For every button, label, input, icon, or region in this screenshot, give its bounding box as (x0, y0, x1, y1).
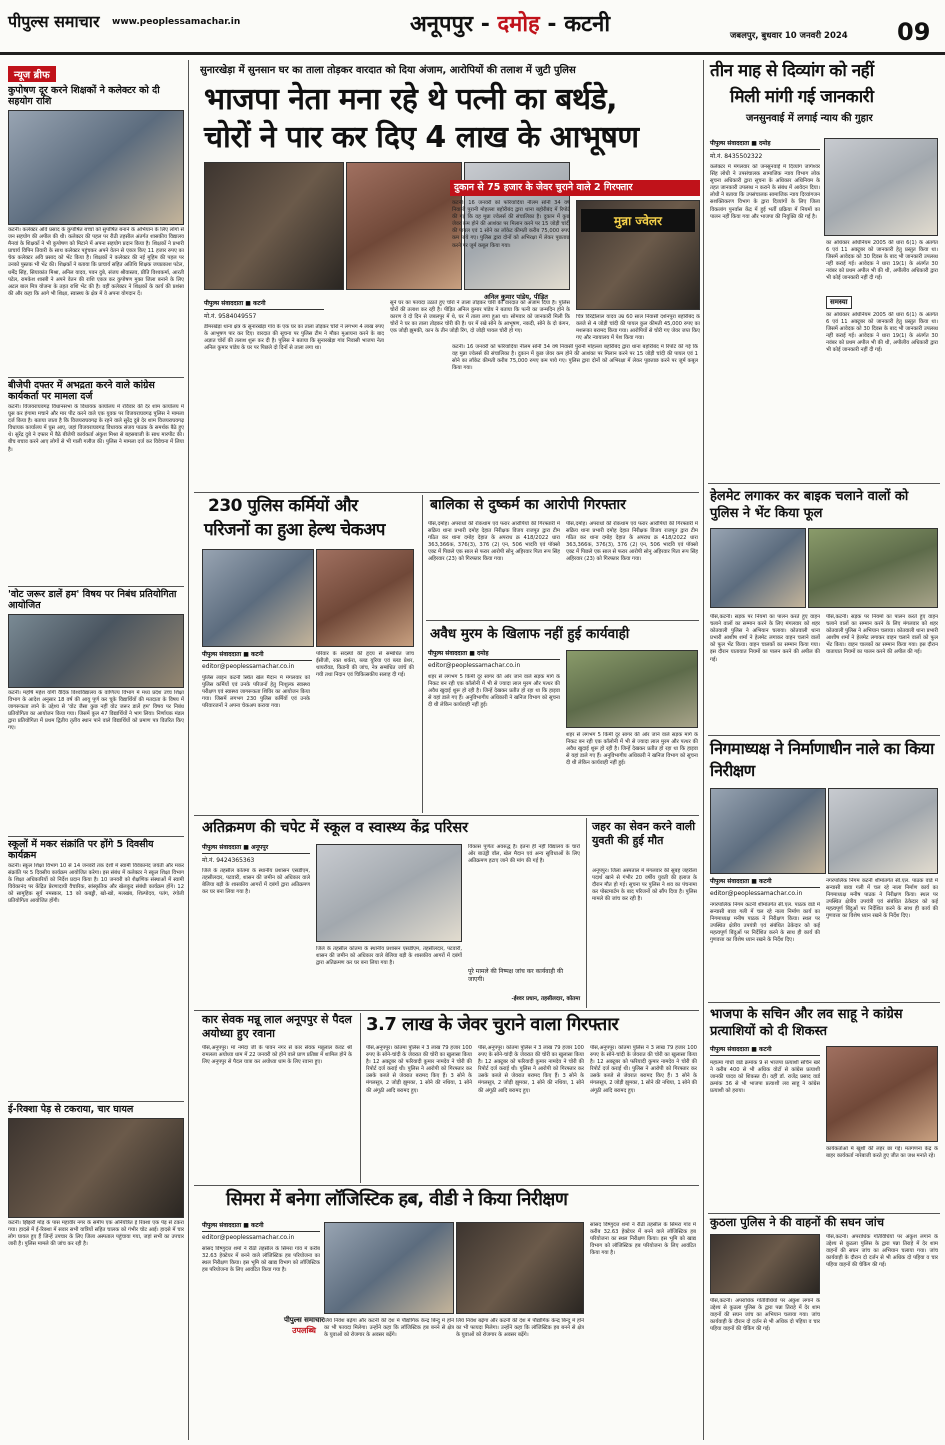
murum-headline: अवैध मुरम के खिलाफ नहीं हुई कार्यवाही (430, 626, 630, 642)
jewel-story-box (450, 180, 700, 495)
atikraman-body-2: जिले के तहसील कोतमा के स्थानीय प्रशासन एसडीएम, तहसीलदार, पटवारी, शासन की जमीन को अधिकार वाले बेलिया बड़ी के शासकीय आगरों में दबंगों द्वारा अतिक्रमण कर घर बना लिया गया है। (316, 946, 462, 967)
nigam-byline: पीपुल्स संवाददाता ■ कटनी (710, 878, 820, 888)
brief-photo-3 (8, 614, 184, 688)
divyang-body-3: का अधिकार अधिनियम 2005 की धारा 6(1) के अंतर्गत 6 एवं 11 अक्टूबर को जानकारी हेतु प्रस्तुत किया था। जिसमें आवेदक को 30 दिवस के बाद भी जानकारी उपलब्ध नहीं कराई गई। आवेदक ने धारा 19(1) के अंतर्गत 30 नवंबर को प्रथम अपील भी की थी, अपीलीय अधिकारी द्वारा भी कोई जानकारी नहीं दी गई। (826, 312, 938, 354)
page-number: 09 (897, 18, 931, 46)
nigam-body-2: नगरपालिक निगम कटनी शीमांतर्गत सी.एल. पाठक वार्ड में सन्यासी बावा गली में चल रहे नाला निर्माण कार्य का निगमाध्यक्ष मनीष पाठक ने निरीक्षण किया। स्थल पर उपस्थित क्षेत्रीय उपयंत्री एवं संबंधित ठेकेदार को कई महत्वपूर्ण बिंदुओं पर निर्देशित करने के साथ ही कार्य की गुणवत्ता का विशेष ध्यान रखने के निर्देश दिए। (826, 878, 938, 920)
atikraman-body-3: विकास पूर्णतः अवरुद्ध है। इतना ही नहीं विद्यालय के चारों ओर बाउंड्री वॉल, खेल मैदान एवं अन्य सुविधाओं के लिए अतिक्रमण हटाए जाने की मांग की गई है। (468, 844, 580, 865)
divider (426, 620, 699, 621)
kuthla-headline: कुठला पुलिस ने की वाहनों की सघन जांच (710, 1215, 885, 1229)
helmet-photo-1 (710, 528, 806, 608)
jewel-headline: दुकान से 75 हजार के जेवर चुराने वाले 2 गिरफ्तार (450, 180, 700, 196)
divyang-photo (824, 138, 938, 236)
helmet-photo-2 (808, 528, 938, 608)
balika-body-2: पीसं,दमोह। अपराधों की रोकथाम एवं फरार आरोपियों की गिरफ्तारी में सक्रिय थाना प्रभारी दमोह देहात निरीक्षक विजय राजपूत द्वारा टीम गठित कर थाना दमोह देहात के अपराध क्र 418/2022 धारा 363,366क, 376(3), 376 (2) एन, 506 भादवि एवं पॉक्सो एक्ट में पिछले एक साल से फरार आरोपी सोनू अहिरवार पिता रूप सिंह अहिरवार (23) को गिरफ्तार किया गया। (566, 521, 698, 563)
divyang-byline: पीपुल्स संवाददाता ■ दमोह (710, 140, 820, 150)
divider (708, 1002, 940, 1003)
divider (708, 735, 940, 736)
simra-body-3: लिये निवेश बढ़ेगा और कटनी की देश में पौद्योगिक केन्द्र बिन्दु में होने का भी फायदा मिलेगा। उन्होंने कहा कि लॉजिस्टिक हब बनने से क्षेत्र के युवाओं को रोजगार के अवसर बढ़ेंगे। (456, 1318, 584, 1339)
city-sep-2: - (547, 12, 557, 37)
nigam-email[interactable]: editor@peoplessamachar.co.in (710, 890, 803, 897)
main-headline-2: चोरों ने पार कर दिए 4 लाख के आभूषण (204, 120, 639, 155)
helmet-body-1: पीसं,कटनी। सड़क पर नियमों का पालन करते हुए वाहन चलाने वालों का सम्मान करने के लिए मंगलवार को शहर कोतवाली पुलिस ने अभियान चलाया। कोतवाली थाना प्रभारी आशीष शर्मा ने हेलमेट लगाकर वाहन चलाने वालों को फूल भेंट किया। वाहन चालकों का सम्मान किया गया। इस दौरान यातायात नियमों का पालन करने की अपील की गई। (710, 614, 820, 663)
divider (194, 1185, 699, 1186)
atikraman-quote: पूरे मामले की निष्पक्ष जांच कर कार्यवाही की जाएगी। (468, 968, 564, 983)
divider (708, 483, 940, 484)
atikraman-mobile: मो.नं. 9424365363 (202, 857, 255, 864)
jewel-body-2: चित्र विरेंद्रीलाल यादव उम्र 60 साल निवासी दर्शनपुरा बहोरीबंद के कब्जे से 4 जोड़ी चांदी की पायल कुल कीमती 45,000 रुपए का मशरूका बरामद किया गया। आरोपियों से चोरी गए जेवर जप्त किए गए और न्यायालय में पेश किया गया। (576, 314, 700, 342)
murum-byline: पीपुल्स संवाददाता ■ दमोह (428, 650, 560, 660)
bhajpa-byline: पीपुल्स संवाददाता ■ कटनी (710, 1046, 820, 1056)
masthead (0, 0, 945, 55)
badge-label: उपलब्धि (292, 1326, 316, 1335)
divider (194, 1010, 699, 1011)
column-rule (422, 495, 423, 813)
helmet-story (708, 488, 940, 733)
main-headline-1: भाजपा नेता मना रहे थे पत्नी का बर्थडे, (204, 82, 618, 117)
column-rule (703, 60, 704, 1440)
news-brief-column (8, 63, 184, 1438)
karsevak-body: पीसं,अनूपपुर। मां नर्मदा जी के पावन नगर से कार सेवक मन्नूलाल केवट श्री रामलला अयोध्या धाम में 22 जनवरी को होने वाले प्राण प्रतिष्ठा में शामिल होने के लिए अनूपपुर से पैदल यात्रा कर अयोध्या धाम के लिए रवाना हुए। (202, 1045, 352, 1066)
balika-story (426, 495, 699, 619)
divider (8, 586, 184, 587)
murum-story (426, 624, 699, 812)
photo-caption: अनिल कुमार पांडेय, पीड़ित (484, 293, 549, 301)
zahar-headline: जहर का सेवन करने वाली युवती की हुई मौत (592, 820, 696, 847)
city-katni: कटनी (564, 12, 611, 37)
brief-body-5: कटनी। झिंझरी मोड़ के पास महावीर नगर के समीप एक अनियंत्रित ई रिक्शा एक पेड़ से टकरा गया। हादसे में ई-रिक्शा में सवार सभी यात्रियों सहित चालक को गंभीर चोट आई। हादसे में चार लोग घायल हुए हैं जिन्हें उपचार के लिए जिला अस्पताल पहुंचाया गया, जहां सभी का उपचार जारी है। पुलिस मामले की जांच कर रही है। (8, 1220, 184, 1248)
main-photo-1 (204, 162, 344, 290)
divyang-subhead: जनसुनवाई में लगाई न्याय की गुहार (746, 113, 873, 124)
atikraman-headline: अतिक्रमण की चपेट में स्कूल व स्वास्थ्य केंद्र परिसर (202, 820, 469, 836)
simra-body-1: सांसद विष्णुदत्त शर्मा ने रीठी तहसील के सिमरा गांव में करीब 32.63 हेक्टेयर में बनने वाले लॉजिस्टिक हब परियोजना का स्थल निरीक्षण किया। इस भूमि को खाद्य विभाग को लॉजिस्टिक हब परियोजना के लिए आवंटित किया गया है। (202, 1246, 320, 1274)
brief-headline-5: ई-रिक्शा पेड़ से टकराया, चार घायल (8, 1104, 134, 1115)
bhajpa-photo (826, 1046, 938, 1142)
karsevak-story (194, 1013, 356, 1183)
divyang-headline-2: मिली मांगी गई जानकारी (730, 87, 874, 107)
shop-sign: मुन्ना ज्वेलर (581, 209, 695, 232)
jewel-body-1: कटनी। 16 जनवरी को फरियादिया नीलम सोनी 34 वर्ष निवासी पुरानी मोहल्ला बहोरीबंद द्वारा थाना बहोरीबंद में रिपोर्ट की गई कि वह मुन्ना ज्वेलर्स की संचालिका है। दुकान में कुछ जेवर कम होने की आशंका पर मिलान करने पर 15 जोड़ी चांदी की पायल एवं 1 सोने का लॉकेट कीमती करीब 75,000 रुपए कम पाये गए। पुलिस द्वारा दोनों को अभिरक्षा में लेकर पूछताछ करने पर जुर्म कबूल किया गया। (452, 200, 570, 249)
gold-body-2: पीसं,अनूपपुर। कोतमा पुलिस ने 3 लाख 79 हजार 100 रुपए के सोने-चांदी के जेवरात की चोरी का खुलासा किया है। 12 अक्टूबर को फरियादी कुमार नामदेव ने चोरी की रिपोर्ट दर्ज कराई थी। पुलिस ने आरोपी को गिरफ्तार कर उसके कब्जे से जेवरात बरामद किए हैं। 3 सोने के मंगलसूत्र, 2 जोड़ी झुमका, 1 सोने की नथिया, 1 सोने की अंगूठी आदि बरामद हुए। (478, 1045, 584, 1094)
city-sep: - (480, 12, 490, 37)
atikraman-quote-by: -ईश्वर प्रधान, तहसीलदार, कोतमा (511, 996, 580, 1002)
simra-body-4: सांसद विष्णुदत्त शर्मा ने रीठी तहसील के सिमरा गांव में करीब 32.63 हेक्टेयर में बनने वाले लॉजिस्टिक हब परियोजना का स्थल निरीक्षण किया। इस भूमि को खाद्य विभाग को लॉजिस्टिक हब परियोजना के लिए आवंटित किया गया है। (590, 1222, 696, 1257)
brief-body-2: कटनी। विजयराघवगढ़ विधानसभा के विधायक कार्यालय में रविवार की देर शाम कार्यालय में घुस कर हंगामा मचाने और मार पीट करने वाले एक युवक पर विजयराघवगढ़ पुलिस ने मामला दर्ज किया है। बताया जाता है कि विजयराघवगढ़ के रहने वाले सुरेंद्र दुबे देर शाम विजयराघवगढ़ विधायक कार्यालय में घुस आए, जहां विजयराघवगढ़ विधायक संजय पाठक के समर्थक बैठे हुए थे। सुरेंद्र दुबे ने दफ्तर में बैठे बीजेपी कार्यकर्ता अंकुश मिश्रा से बहसबाजी के साथ मारपीट की। बीच बचाव करने आए लोगों से भी गाली गलौज की। पुलिस ने मामला दर्ज कर विवेचना में लिया है। (8, 404, 184, 453)
brief-photo-5 (8, 1118, 184, 1218)
brief-headline-2: बीजेपी दफ्तर में अभद्रता करने वाले कांग्रेस कार्यकर्ता पर मामला दर्ज (8, 380, 155, 402)
column-rule (586, 818, 587, 1008)
simra-photo-2 (456, 1222, 584, 1314)
health-headline-2: परिजनों का हुआ हेल्थ चेकअप (204, 520, 385, 540)
bhajpa-headline: भाजपा के सचिन और लव साहू ने कांग्रेस प्रत्याशियों को दी शिकस्त (710, 1007, 903, 1039)
divider (8, 377, 184, 378)
divyang-headline-1: तीन माह से दिव्यांग को नहीं (710, 61, 874, 81)
nigam-photo-2 (828, 788, 938, 874)
nigam-story (708, 738, 940, 1000)
divider (8, 1101, 184, 1102)
main-mobile: मो.नं. 9584049557 (204, 313, 257, 320)
simra-headline: सिमरा में बनेगा लॉजिस्टिक हब, वीडी ने किया निरीक्षण (226, 1189, 568, 1210)
brief-headline-4: स्कूलों में मकर संक्रांति पर होंगे 5 दिवसीय कार्यक्रम (8, 839, 154, 861)
website-url[interactable]: www.peoplessamachar.in (112, 17, 241, 27)
brief-headline-1: कुपोषण दूर करने शिक्षकों ने कलेक्टर को दी सहयोग राशि (8, 85, 160, 107)
simra-body-2: लिये निवेश बढ़ेगा और कटनी की देश में पौद्योगिक केन्द्र बिन्दु में होने का भी फायदा मिलेगा। उन्होंने कहा कि लॉजिस्टिक हब बनने से क्षेत्र के युवाओं को रोजगार के अवसर बढ़ेंगे। (324, 1318, 454, 1339)
divyang-mobile: मो.नं. 8435502322 (710, 153, 763, 160)
karsevak-headline: कार सेवक मन्नू लाल अनूपपुर से पैदल अयोध्या हुए रवाना (202, 1013, 352, 1040)
main-body-2: सूने घर का फायदा उठाते हुए चोरों ने ताला तोड़कर चोरी की वारदात को अंजाम दिया है। पुलिस चोरों की तलाश कर रही है। पीड़ित अनिल कुमार पांडेय ने बताया कि पत्नी का जन्मदिन होने के कारण वे दो दिन से जबलपुर में थे, घर में ताला लगा हुआ था। सोमवार को जानकारी मिली कि चोरों ने घर का ताला तोड़कर चोरी की है। घर में रखे सोने के आभूषण, नकदी, सोने के दो कंगन, एक जोड़ी झुमकी, कान के तीन जोड़ी रिंग, दो जोड़ी पायल चोरी हो गए। (390, 300, 570, 335)
brief-body-4: कटनी। स्कूल शिक्षा विभाग 10 से 14 जनवरी तक देशी में स्वामी विवेकानंद जयंती और मकर संक्रांति पर 5 दिवसीय कार्यक्रम आयोजित करेगा। इस संबंध में कलेक्टर ने स्कूल शिक्षा विभाग के शिक्षा अधिकारियों को निर्देश प्रदान किया है। 10 जनवरी को शैक्षणिक संस्थाओं में स्वामी विवेकानंद पर केंद्रित प्रेरणादायी वैचारिक, सांस्कृतिक और खेलकूद संबंधी कार्यक्रम होंगे। 12 को सामूहिक सूर्य नमस्कार, 13 को कबड्डी, खो-खो, मलखंब, शिल्पोदय, पतंग, रंगोली प्रतियोगिता आयोजित होंगी। (8, 863, 184, 905)
health-photo-2 (316, 549, 414, 647)
kuthla-body-1: पीसं,कटनी। अपराधिक गतिविधियों पर अंकुश लगाने के उद्देश्य से कुठला पुलिस के द्वारा पन्ना तिराहे में देर शाम वाहनों की सघन जांच का अभियान चलाया गया। जांच कार्यवाही के दौरान दो दर्जन से भी अधिक दो पहिया व चार पहिया वाहनों की चेकिंग की गई। (710, 1298, 820, 1333)
atikraman-photo (316, 844, 462, 942)
brand-logo: पीपुल्स समाचार (8, 12, 100, 31)
divyang-body-2: का अधिकार अधिनियम 2005 की धारा 6(1) के अंतर्गत 6 एवं 11 अक्टूबर को जानकारी हेतु प्रस्तुत किया था। जिसमें आवेदक को 30 दिवस के बाद भी जानकारी उपलब्ध नहीं कराई गई। आवेदक ने धारा 19(1) के अंतर्गत 30 नवंबर को प्रथम अपील भी की थी, अपीलीय अधिकारी द्वारा भी कोई जानकारी नहीं दी गई। (826, 240, 938, 282)
divyang-story (708, 60, 940, 480)
zahar-body: अनूपपुर। जिला अस्पताल में मंगलवार की सुबह जहरीला पदार्थ खाने से गंभीर 20 वर्षीय युवती की इलाज के दौरान मौत हो गई। सूचना पर पुलिस ने शव का पंचनामा कर पोस्टमार्टम के बाद परिजनों को सौंप दिया है। पुलिस मामले की जांच कर रही है। (592, 868, 697, 903)
news-brief-tag: न्यूज ब्रीफ (8, 66, 56, 82)
murum-body-2: शहर से लगभग 5 किमी दूर सागर की ओर जाने वाले सड़क मार्ग के निकट बन रही एक कॉलोनी में भी से ज्यादा लाल मुरम और पत्थर की अवैध खुदाई शुरू हो रही है। जिन्हें देखकर प्रतीत हो रहा था कि हाइवा से यहां डाले गए हैं। अनुविभागीय अधिकारी ने खनिज विभाग को सूचना दी थी लेकिन कार्यवाही नहीं हुई। (566, 732, 698, 767)
atikraman-byline: पीपुल्स संवाददाता ■ अनूपपुर (202, 844, 310, 854)
health-body-2: परिवार के सदस्यों की हृदय से सम्बंधित जांच ईसीजी, रक्त शर्करा, ब्लड युरिया एवं ब्लड प्रेशर, थायरॉयड, किडनी की जांच, नेत्र सम्बंधित जांचें की गयी तथा निदान एवं चिकित्सकीय सलाह दी गई। (316, 651, 414, 679)
kuthla-body-2: पीसं,कटनी। अपराधिक गतिविधियों पर अंकुश लगाने के उद्देश्य से कुठला पुलिस के द्वारा पन्ना तिराहे में देर शाम वाहनों की सघन जांच का अभियान चलाया गया। जांच कार्यवाही के दौरान दो दर्जन से भी अधिक दो पहिया व चार पहिया वाहनों की चेकिंग की गई। (826, 1234, 938, 1269)
bhajpa-story (708, 1006, 940, 1211)
helmet-headline: हेलमेट लगाकर कर बाइक चलाने वालों को पुलिस ने भेंट किया फूल (710, 489, 909, 521)
city-damoh: दमोह (497, 12, 540, 37)
city-anuppur: अनूपपुर (410, 12, 474, 37)
health-photo-1 (202, 549, 314, 647)
brief-body-1: कटनी। कलेक्टर अवि प्रसाद के कुपोषित बच्चों को सुपोषित बनाने के अभियान के लिए लोगों से जन सहयोग की अपील की थी। कलेक्टर की पहल पर रीठी तहसील अंतर्गत शासकीय विद्यालय मैनवां के शिक्षकों ने भी कुपोषण को मिटाने में अपना सहयोग प्रदान किया है। शिक्षकों ने प्रभारी प्राचार्य विपिन तिवारी के साथ कलेक्टर पहुंचकर अपने वेतन से एकत्र किए 11 हजार रुपए का चेक कलेक्टर अवि प्रसाद को भेंट किया है। शिक्षकों ने कलेक्टर की नई मुहिम की पहल पर उनको पुस्तक भी भेंट की। शिक्षकों ने बताया कि प्राचार्य सहित अतिथि शिक्षक जयप्रकाश पटेल, धर्मेंद्र सिंह, सियाकांत मिश्रा, अनिल यादव, पवन दुबे, संजय श्रीवास्तव, प्रीति विश्वकर्मा, आरती पटेल, रामकेश शास्त्री ने अपने वेतन की राशि एकत्र कर कुपोषण मुक्त जिला बनाने के लिए अटल बाल मित्र योजना के तहत राशि भेंट की है। वहीं कलेक्टर ने शिक्षकों के कार्य की प्रशंसा की और कहा कि आगे भी शिक्षा, स्वास्थ्य के क्षेत्र में वे अपना योगदान दें। (8, 227, 184, 297)
bhajpa-body: महात्मा गांधी वार्ड क्रमांक 9 से भाजपा प्रत्याशी सचिन खरे ने करीब 400 से भी अधिक वोटों से कांग्रेस प्रत्याशी जानकी यादव को शिकस्त दी। वहीं डॉ. राजेंद्र प्रसाद वार्ड क्रमांक 36 से भी भाजपा प्रत्याशी लव साहू ने कांग्रेस प्रत्याशी को हराया। (710, 1060, 820, 1095)
main-kicker: सुनारखेड़ा में सुनसान घर का ताला तोड़कर वारदात को दिया अंजाम, आरोपियों की तलाश में जुटी पुलिस (200, 65, 576, 76)
atikraman-story (194, 818, 584, 1008)
bhajpa-body-2: कार्यकर्ताओं में खुशी की लहर छा गई। मतगणना केंद्र के बाहर कार्यकर्ता नारेबाजी करते हुए जीत का जश्न मनाते रहे। (826, 1146, 938, 1160)
gold-story (364, 1013, 699, 1183)
gold-body-1: पीसं,अनूपपुर। कोतमा पुलिस ने 3 लाख 79 हजार 100 रुपए के सोने-चांदी के जेवरात की चोरी का खुलासा किया है। 12 अक्टूबर को फरियादी कुमार नामदेव ने चोरी की रिपोर्ट दर्ज कराई थी। पुलिस ने आरोपी को गिरफ्तार कर उसके कब्जे से जेवरात बरामद किए हैं। 3 सोने के मंगलसूत्र, 2 जोड़ी झुमका, 1 सोने की नथिया, 1 सोने की अंगूठी आदि बरामद हुए। (366, 1045, 472, 1094)
divyang-body-1: कलेक्टर में मंगलवार को जनसुनवाई में दिव्यांग जागेश्वर सिंह लोधी ने उपसंचालक सामाजिक न्याय विभाग लोक सूचना अधिकारी द्वारा सूचना के अधिकार अधिनियम के तहत जानकारी उपलब्ध न कराने के संबंध में आवेदन दिया। लोधी ने बताया कि उपसंचालक सामाजिक न्याय दिव्यांगजन सशक्तिकरण विभाग के द्वारा दिव्यांगों के लिए जिला विकलांग पुनर्वास केंद्र में हुई भर्ती प्रक्रिया में नियमों का पालन नहीं किया गया और भाजपा की नियुक्ति की गई है। (710, 164, 820, 220)
balika-body-1: पीसं,दमोह। अपराधों की रोकथाम एवं फरार आरोपियों की गिरफ्तारी में सक्रिय थाना प्रभारी दमोह देहात निरीक्षक विजय राजपूत द्वारा टीम गठित कर थाना दमोह देहात के अपराध क्र 418/2022 धारा 363,366क, 376(3), 376 (2) एन, 506 भादवि एवं पॉक्सो एक्ट में पिछले एक साल से फरार आरोपी सोनू अहिरवार पिता रूप सिंह अहिरवार (23) को गिरफ्तार किया गया। (428, 521, 560, 563)
zahar-story (590, 818, 699, 1008)
nigam-body-1: नगरपालिक निगम कटनी शीमांतर्गत सी.एल. पाठक वार्ड में सन्यासी बावा गली में चल रहे नाला निर्माण कार्य का निगमाध्यक्ष मनीष पाठक ने निरीक्षण किया। स्थल पर उपस्थित क्षेत्रीय उपयंत्री एवं संबंधित ठेकेदार को कई महत्वपूर्ण बिंदुओं पर निर्देशित करने के साथ ही कार्य की गुणवत्ता का विशेष ध्यान रखने के निर्देश दिए। (710, 902, 820, 944)
health-email[interactable]: editor@peoplessamachar.co.in (202, 663, 295, 670)
helmet-body-2: पीसं,कटनी। सड़क पर नियमों का पालन करते हुए वाहन चलाने वालों का सम्मान करने के लिए मंगलवार को शहर कोतवाली पुलिस ने अभियान चलाया। कोतवाली थाना प्रभारी आशीष शर्मा ने हेलमेट लगाकर वाहन चलाने वालों को फूल भेंट किया। वाहन चालकों का सम्मान किया गया। इस दौरान यातायात नियमों का पालन करने की अपील की गई। (826, 614, 938, 656)
health-story (194, 495, 419, 813)
health-headline-1: 230 पुलिस कर्मियों और (208, 496, 358, 516)
column-rule (360, 1013, 361, 1183)
jewel-shop-photo (576, 200, 700, 310)
balika-headline: बालिका से दुष्कर्म का आरोपी गिरफ्तार (430, 497, 626, 513)
brief-headline-3: 'वोट जरूर डालें हम' विषय पर निबंध प्रतियोगिता आयोजित (8, 589, 177, 611)
divider (194, 815, 699, 816)
brief-body-3: कटनी। महर्षि महेश योगी वैदिक विश्वविद्यालय के वाणिज्य विभाग में मध्य प्रदेश उच्च शिक्षा विभाग के आदेश अनुसार 18 वर्ष की आयु पूर्ण कर चुके विद्यार्थियों की मतदाता के विषय में जागरूकता लाने के उद्देश्य से 'वोट जैसा कुछ नहीं वोट जरूर डालें हम' विषय पर निबंध प्रतियोगिता का आयोजन किया गया। जिसमें कुल 47 विद्यार्थियों ने भाग लिया। निर्णायक मंडल द्वारा प्रतियोगिता में प्रथम द्वितीय तृतीय स्थान पाने वाले विद्यार्थियों को प्रमाण पत्र वितरित किए गए। (8, 690, 184, 732)
health-byline: पीपुल्स संवाददाता ■ कटनी (202, 651, 312, 661)
murum-body: शहर से लगभग 5 किमी दूर सागर की ओर जाने वाले सड़क मार्ग के निकट बन रही एक कॉलोनी में भी से ज्यादा लाल मुरम और पत्थर की अवैध खुदाई शुरू हो रही है। जिन्हें देखकर प्रतीत हो रहा था कि हाइवा से यहां डाले गए हैं। अनुविभागीय अधिकारी ने खनिज विभाग को सूचना दी थी लेकिन कार्यवाही नहीं हुई। (428, 674, 560, 709)
gold-body-3: पीसं,अनूपपुर। कोतमा पुलिस ने 3 लाख 79 हजार 100 रुपए के सोने-चांदी के जेवरात की चोरी का खुलासा किया है। 12 अक्टूबर को फरियादी कुमार नामदेव ने चोरी की रिपोर्ट दर्ज कराई थी। पुलिस ने आरोपी को गिरफ्तार कर उसके कब्जे से जेवरात बरामद किए हैं। 3 सोने के मंगलसूत्र, 2 जोड़ी झुमका, 1 सोने की नथिया, 1 सोने की अंगूठी आदि बरामद हुए। (590, 1045, 697, 1094)
divider (8, 836, 184, 837)
brief-photo-1 (8, 110, 184, 225)
nigam-photo-1 (710, 788, 826, 874)
column-rule (188, 60, 189, 1440)
main-byline: पीपुल्स संवाददाता ■ कटनी (204, 300, 324, 310)
simra-email[interactable]: editor@peoplessamachar.co.in (202, 1234, 295, 1241)
main-body-1: डीमरखेड़ा थाना क्षेत्र के सुनारखेड़ा गांव के एक घर का ताला तोड़कर चोरों ने लगभग 4 लाख रुपए के आभूषण पार कर दिए। वारदात की सूचना पर पुलिस टीम ने मौका मुआयना करने के बाद अज्ञात चोरों की तलाश शुरू कर दी है। पुलिस ने बताया कि सुनारखेड़ा गांव निवासी भाजपा नेता अनिल कुमार पांडेय के घर पर पिछले दो दिनों से ताला लगा था। (204, 324, 384, 352)
issue-date: जबलपुर, बुधवार 10 जनवरी 2024 (730, 31, 848, 41)
gold-headline: 3.7 लाख के जेवर चुराने वाला गिरफ्तार (366, 1014, 619, 1035)
nigam-headline: निगमाध्यक्ष ने निर्माणाधीन नाले का किया निरीक्षण (710, 739, 934, 780)
murum-email[interactable]: editor@peoplessamachar.co.in (428, 662, 521, 669)
health-body-1: पुलिस लाइन कटनी स्थित खेल मैदान में मंगलवार को पुलिस कर्मियों एवं उनके परिजनों हेतु निःशुल्क स्वास्थ्य परीक्षण एवं स्वास्थ्य जागरूकता शिविर का आयोजन किया गया। जिसमें लगभग 230 पुलिस कर्मियों एवं उनके परिवारजनों ने अपना चेकअप कराया गया। (202, 675, 310, 710)
kuthla-photo (710, 1234, 820, 1294)
atikraman-body-1: जिले के तहसील कोतमा के स्थानीय प्रशासन एसडीएम, तहसीलदार, पटवारी, शासन की जमीन को अधिकार वाले बेलिया बड़ी के शासकीय आगरों में दबंगों द्वारा अतिक्रमण कर घर बना लिया गया है। (202, 868, 310, 896)
divider (708, 1213, 940, 1214)
simra-byline: पीपुल्स संवाददाता ■ कटनी (202, 1222, 320, 1232)
simra-story (194, 1188, 699, 1438)
kuthla-story (708, 1216, 940, 1438)
badge-brand: पीपुल्स समाचार (283, 1316, 325, 1324)
samasya-badge: समस्या (826, 296, 852, 309)
main-photo-2 (346, 162, 462, 290)
murum-photo (566, 650, 698, 728)
jewel-body-3: कटनी। 16 जनवरी को फरियादिया नीलम सोनी 34 वर्ष निवासी पुरानी मोहल्ला बहोरीबंद द्वारा थाना बहोरीबंद में रिपोर्ट की गई कि वह मुन्ना ज्वेलर्स की संचालिका है। दुकान में कुछ जेवर कम होने की आशंका पर मिलान करने पर 15 जोड़ी चांदी की पायल एवं 1 सोने का लॉकेट कीमती करीब 75,000 रुपए कम पाये गए। पुलिस द्वारा दोनों को अभिरक्षा में लेकर पूछताछ करने पर जुर्म कबूल किया गया। (452, 344, 698, 372)
divider (194, 492, 699, 493)
simra-photo-1 (324, 1222, 454, 1314)
edition-cities (410, 8, 610, 38)
